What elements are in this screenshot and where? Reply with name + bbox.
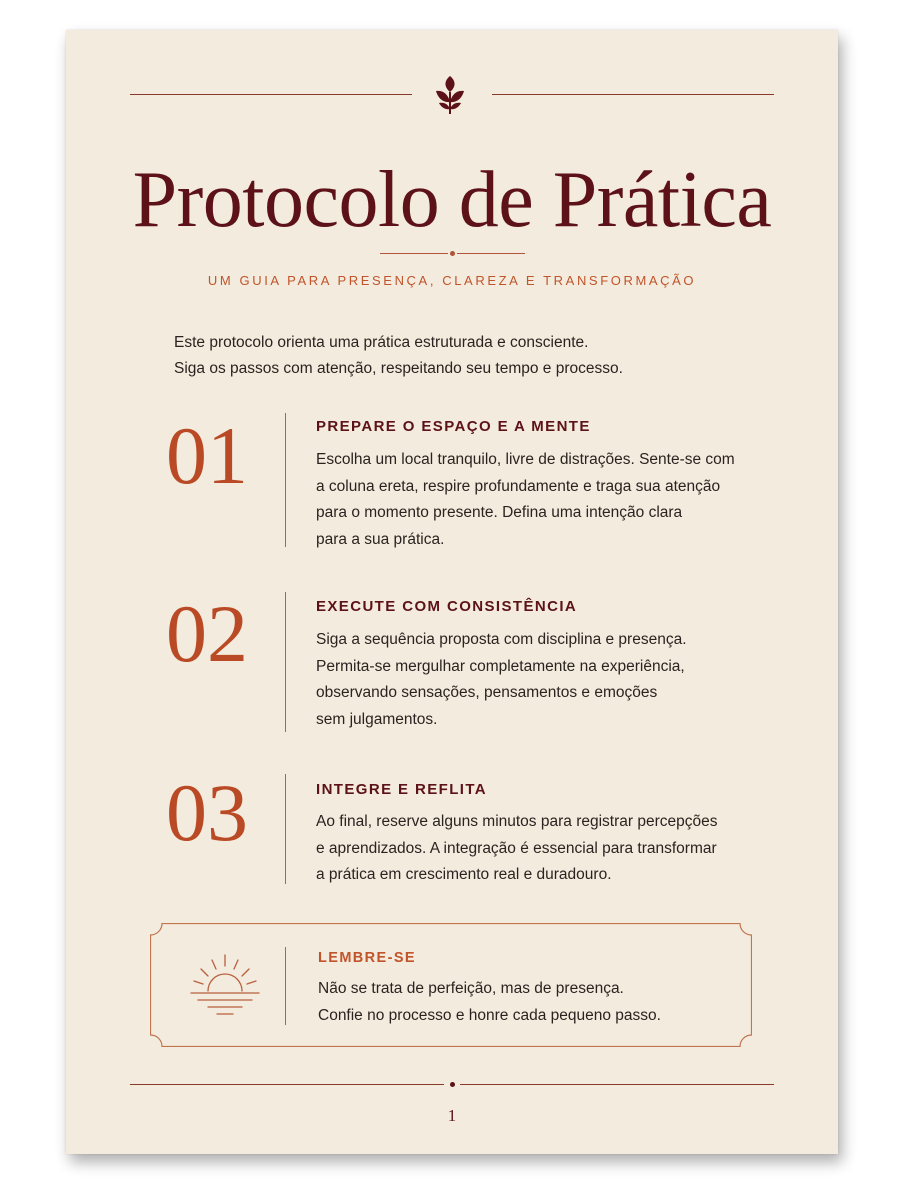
intro-paragraph bbox=[174, 330, 734, 382]
intro-line: Este protocolo orienta uma prática estruturada e consciente. bbox=[174, 334, 589, 351]
step-text bbox=[316, 809, 766, 889]
footer-rule-left bbox=[130, 1084, 444, 1085]
page-number: 1 bbox=[447, 1106, 457, 1125]
top-rule-right bbox=[492, 94, 774, 95]
step-text bbox=[316, 627, 766, 733]
step-text-line: Escolha um local tranquilo, livre de distrações. Sente-se com bbox=[316, 451, 735, 468]
step-number: 01 bbox=[166, 410, 248, 501]
step-heading: INTEGRE E REFLITA bbox=[316, 781, 488, 798]
step-number: 03 bbox=[166, 767, 248, 858]
title-divider-right bbox=[457, 253, 525, 254]
step-heading: EXECUTE COM CONSISTÊNCIA bbox=[316, 598, 578, 615]
title-divider-dot bbox=[450, 251, 455, 256]
footer-dot bbox=[450, 1082, 455, 1087]
step-divider bbox=[285, 774, 286, 884]
step-text-line: para o momento presente. Defina uma intenção clara bbox=[316, 504, 683, 521]
reminder-text-line: Não se trata de perfeição, mas de presença. bbox=[318, 980, 624, 997]
step-text-line: Siga a sequência proposta com disciplina e presença. bbox=[316, 631, 687, 648]
step-text-line: para a sua prática. bbox=[316, 530, 445, 548]
sunrise-icon bbox=[188, 953, 262, 1019]
leaf-sprig-icon bbox=[428, 76, 472, 116]
page-title: Protocolo de Prática bbox=[132, 156, 772, 244]
reminder-text-line: Confie no processo e honre cada pequeno passo. bbox=[318, 1006, 661, 1024]
page-subtitle: UM GUIA PARA PRESENÇA, CLAREZA E TRANSFORMAÇÃO bbox=[207, 273, 697, 288]
step-text-line: Ao final, reserve alguns minutos para registrar percepções bbox=[316, 813, 718, 830]
step-divider bbox=[285, 592, 286, 732]
step-heading: PREPARE O ESPAÇO E A MENTE bbox=[316, 418, 591, 435]
step-text-line: sem julgamentos. bbox=[316, 710, 438, 728]
reminder-text bbox=[318, 976, 738, 1029]
step-text-line: Permita-se mergulhar completamente na experiência, bbox=[316, 657, 685, 675]
step-divider bbox=[285, 413, 286, 547]
step-text bbox=[316, 447, 766, 553]
step-number: 02 bbox=[166, 588, 248, 679]
top-rule-left bbox=[130, 94, 412, 95]
document-page bbox=[66, 30, 838, 1154]
title-divider-left bbox=[380, 253, 448, 254]
step-text-line: observando sensações, pensamentos e emoções bbox=[316, 684, 658, 701]
step-text-line: a prática em crescimento real e duradouro. bbox=[316, 866, 612, 883]
reminder-divider bbox=[285, 947, 286, 1025]
footer-rule-right bbox=[460, 1084, 774, 1085]
reminder-heading: LEMBRE-SE bbox=[318, 950, 416, 966]
step-text-line: a coluna ereta, respire profundamente e traga sua atenção bbox=[316, 477, 721, 495]
intro-line: Siga os passos com atenção, respeitando seu tempo e processo. bbox=[174, 360, 623, 377]
step-text-line: e aprendizados. A integração é essencial para transformar bbox=[316, 839, 717, 857]
